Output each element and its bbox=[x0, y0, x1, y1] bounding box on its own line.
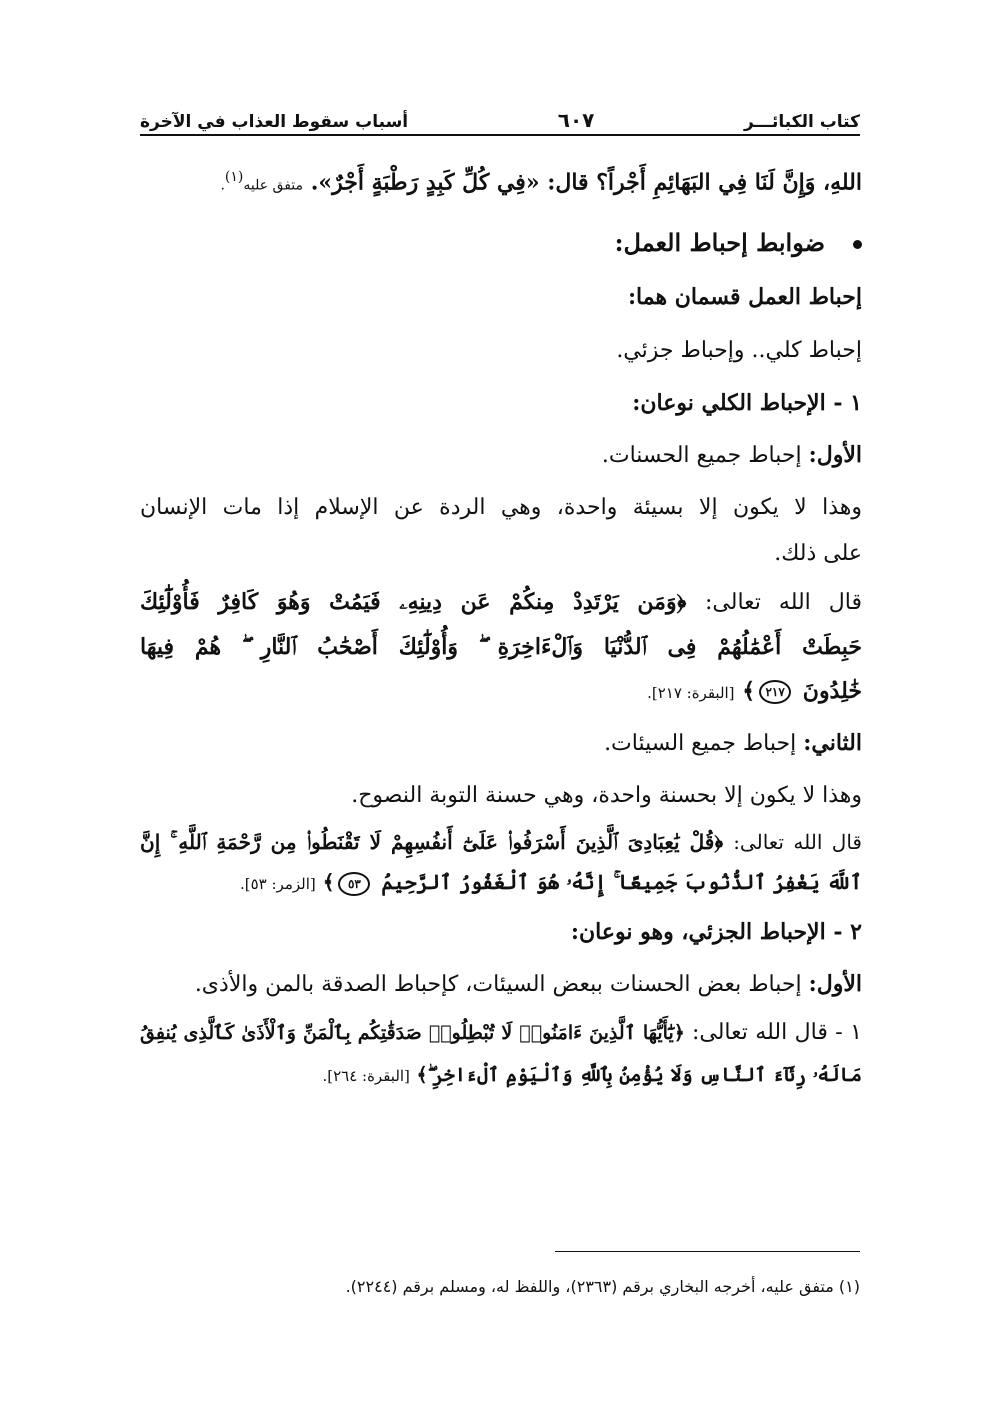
verse-reference: [الزمر: ٥٣]. bbox=[239, 875, 316, 894]
hadith-grading: متفق عليه bbox=[243, 177, 304, 194]
subheading: إحباط العمل قسمان هما: bbox=[627, 284, 862, 311]
verse3-line1 bbox=[140, 1018, 862, 1048]
running-header bbox=[140, 98, 860, 132]
hadith-continuation: اللهِ، وَإِنَّ لَنَا فِي البَهَائِمِ أَجْراً؟ قال: «فِي كُلِّ كَبِدٍ رَطْبَةٍ أَجْرٌ». متفق عليه$^{(١)}$. bbox=[220, 169, 862, 196]
types-line: إحباط كلي.. وإحباط جزئي. bbox=[616, 338, 862, 364]
first-type-desc-line2: على ذلك. bbox=[774, 541, 862, 567]
bullet-icon bbox=[853, 240, 862, 249]
header-book-title: كتاب الكبائـــر bbox=[743, 112, 860, 132]
quote-intro: قال الله تعالى: bbox=[705, 590, 862, 616]
quote-intro: قال الله تعالى: bbox=[733, 830, 862, 855]
partial-first-text: إحباط بعض الحسنات ببعض السيئات، كإحباط الصدقة بالمن والأذى. bbox=[194, 972, 802, 998]
quote-intro: ١ - قال الله تعالى: bbox=[691, 1020, 862, 1046]
verse-close-bracket: ﴾ bbox=[322, 870, 335, 895]
first-type-line bbox=[140, 440, 862, 471]
ayah-number-marker: ٥٣ bbox=[338, 872, 370, 896]
second-type-line bbox=[140, 728, 862, 759]
partial-first-label: الأول: bbox=[808, 971, 862, 998]
verse2-line1 bbox=[140, 827, 862, 857]
page-number: ٦٠٧ bbox=[557, 108, 595, 132]
verse-reference: [البقرة: ٢١٧]. bbox=[647, 684, 735, 703]
verse1-line2: حَبِطَتْ أَعْمَٰلُهُمْ فِى ٱلدُّنْيَا وَٱلْءَاخِرَةِ ۖ وَأُوْلَٰٓئِكَ أَصْحَٰبُ ٱلنَّارِ ۖ هُمْ فِيهَا bbox=[140, 634, 862, 661]
verse-close-bracket: ﴾ bbox=[742, 678, 756, 705]
first-type-text: إحباط جميع الحسنات. bbox=[601, 443, 802, 469]
second-type-desc: وهذا لا يكون إلا بحسنة واحدة، وهي حسنة التوبة النصوح. bbox=[351, 783, 862, 809]
footnote-divider bbox=[555, 1251, 860, 1252]
verse-text: ٱللَّهَ يَغْفِرُ ٱلذُّنُوبَ جَمِيعًا ۚ إِنَّهُۥ هُوَ ٱلْغَفُورُ ٱلرَّحِيمُ bbox=[381, 870, 862, 895]
verse1-line3 bbox=[140, 676, 862, 708]
partial-annulment-heading: ٢ - الإحباط الجزئي، وهو نوعان: bbox=[570, 919, 862, 946]
verse2-line2 bbox=[140, 867, 862, 899]
verse-text: مَالَهُۥ رِئَآءَ ٱلنَّاسِ وَلَا يُؤْمِنُ بِٱللَّهِ وَٱلْيَوْمِ ٱلْءَاخِرِ ۖ﴾ bbox=[416, 1064, 862, 1087]
second-type-label: الثاني: bbox=[803, 730, 862, 757]
verse1-line1 bbox=[140, 587, 862, 618]
header-divider bbox=[140, 134, 860, 136]
footnote: (١) متفق عليه، أخرجه البخاري برقم (٢٣٦٣)، واللفظ له، ومسلم برقم (٢٢٤٤). bbox=[345, 1277, 860, 1296]
section-heading: ضوابط إحباط العمل: bbox=[140, 228, 862, 258]
header-chapter-title: أسباب سقوط العذاب في الآخرة bbox=[140, 112, 409, 132]
verse-text: ﴿يَٰٓأَيُّهَا ٱلَّذِينَ ءَامَنُوا۟ لَا تُبْطِلُوا۟ صَدَقَٰتِكُم بِٱلْمَنِّ وَٱلْأَذَىٰ كَٱلَّذِى يُنفِقُ bbox=[140, 1022, 685, 1045]
total-annulment-heading: ١ - الإحباط الكلي نوعان: bbox=[632, 390, 862, 417]
footnote-marker: (١) bbox=[224, 169, 244, 185]
page-body bbox=[140, 150, 862, 1091]
first-type-desc-line1: وهذا لا يكون إلا بسيئة واحدة، وهي الردة عن الإسلام إذا مات الإنسان bbox=[140, 495, 862, 521]
verse3-line2 bbox=[140, 1060, 862, 1091]
verse-text: ﴿قُلْ يَٰعِبَادِىَ ٱلَّذِينَ أَسْرَفُوا۟ عَلَىٰٓ أَنفُسِهِمْ لَا تَقْنَطُوا۟ مِن رَّحْمَةِ ٱللَّهِ ۚ إِنَّ bbox=[140, 830, 724, 855]
first-type-label: الأول: bbox=[808, 442, 862, 469]
verse-reference: [البقرة: ٢٦٤]. bbox=[322, 1067, 410, 1086]
partial-first-line bbox=[140, 969, 862, 1000]
ayah-number-marker: ٢١٧ bbox=[759, 680, 791, 704]
hadith-text: اللهِ، وَإِنَّ لَنَا فِي البَهَائِمِ أَجْراً؟ قال: «فِي كُلِّ كَبِدٍ رَطْبَةٍ أَجْرٌ». bbox=[310, 169, 862, 196]
second-type-text: إحباط جميع السيئات. bbox=[604, 731, 797, 757]
verse-text: خَٰلِدُونَ bbox=[802, 678, 862, 705]
verse-text: ﴿وَمَن يَرْتَدِدْ مِنكُمْ عَن دِينِهِۦ فَيَمُتْ وَهُوَ كَافِرٌ فَأُوْلَٰٓئِكَ bbox=[140, 589, 687, 616]
